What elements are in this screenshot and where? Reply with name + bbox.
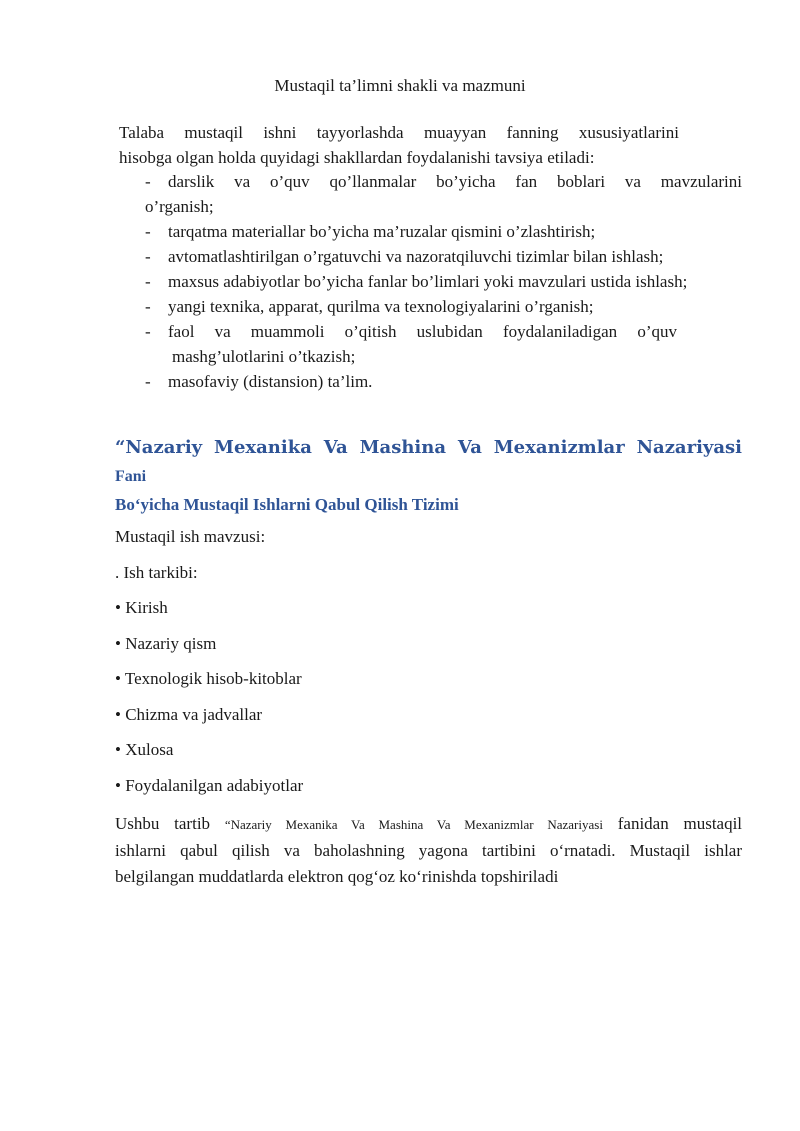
list-dash: - [145,172,151,191]
intro-paragraph [119,120,679,170]
structure-item-adabiyotlar: • Foydalanilgan adabiyotlar [115,776,304,795]
structure-item-kirish: • Kirish [115,598,168,617]
intro-line-2: hisobga olgan holda quyidagi shakllardan foydalanishi tavsiya etiladi: [119,148,595,167]
list-dash: - [145,222,151,241]
list-item-continuation: mashg’ulotlarini o’tkazish; [172,347,356,366]
list-item-text: masofaviy (distansion) ta’lim. [168,372,373,391]
section-heading [115,434,742,519]
list-dash: - [145,272,151,291]
page-title: Mustaqil ta’limni shakli va mazmuni [274,76,526,95]
list-item-text: yangi texnika, apparat, qurilma va texnologiyalarini o’rganish; [168,297,594,316]
closing-rest: fanidan mustaqil [617,814,743,833]
list-dash: - [145,372,151,391]
list-item [145,269,742,294]
structure-label: . Ish tarkibi: [115,563,198,582]
list-item [145,319,742,369]
structure-item-hisob-kitoblar: • Texnologik hisob-kitoblar [115,669,302,688]
list-item-text: faol va muammoli o’qitish uslubidan foydalaniladigan o’quv [168,322,677,341]
list-item-text: darslik va o’quv qo’llanmalar bo’yicha fan boblari va mavzularini [168,172,742,191]
closing-line-2: ishlarni qabul qilish va baholashning yagona tartibini o‘rnatadi. Mustaqil ishlar [115,841,742,860]
list-item [145,294,742,319]
list-item [145,219,742,244]
closing-line-1 [115,811,742,838]
list-item-text: avtomatlashtirilgan o’rgatuvchi va nazoratqiluvchi tizimlar bilan ishlash; [168,247,664,266]
structure-item-xulosa: • Xulosa [115,740,174,759]
list-item [145,169,742,219]
heading-main-text: “Nazariy Mexanika Va Mashina Va Mexanizmlar Nazariyasi [115,437,742,458]
intro-line-1: Talaba mustaqil ishni tayyorlashda muayyan fanning xususiyatlarini [119,123,679,142]
closing-line-3: belgilangan muddatlarda elektron qog‘oz ko‘rinishda topshiriladi [115,867,559,886]
forms-list [145,169,742,394]
list-item-continuation: o’rganish; [145,197,214,216]
list-dash: - [145,297,151,316]
heading-line-1 [115,434,742,491]
closing-lead: Ushbu tartib [115,814,211,833]
list-item [145,244,742,269]
heading-line-2: Bo‘yicha Mustaqil Ishlarni Qabul Qilish Tizimi [115,495,459,514]
heading-fani-text: Fani [115,468,147,485]
structure-item-nazariy-qism: • Nazariy qism [115,634,217,653]
closing-paragraph [115,811,742,890]
list-dash: - [145,247,151,266]
structure-item-chizma: • Chizma va jadvallar [115,705,263,724]
list-item [145,369,742,394]
list-item-text: tarqatma materiallar bo’yicha ma’ruzalar qismini o’zlashtirish; [168,222,596,241]
list-item-text: maxsus adabiyotlar bo’yicha fanlar bo’limlari yoki mavzulari ustida ishlash; [168,272,688,291]
closing-quoted: “Nazariy Mexanika Va Mashina Va Mexanizmlar Nazariyasi [224,817,603,832]
list-dash: - [145,322,151,341]
topic-label: Mustaqil ish mavzusi: [115,527,266,546]
